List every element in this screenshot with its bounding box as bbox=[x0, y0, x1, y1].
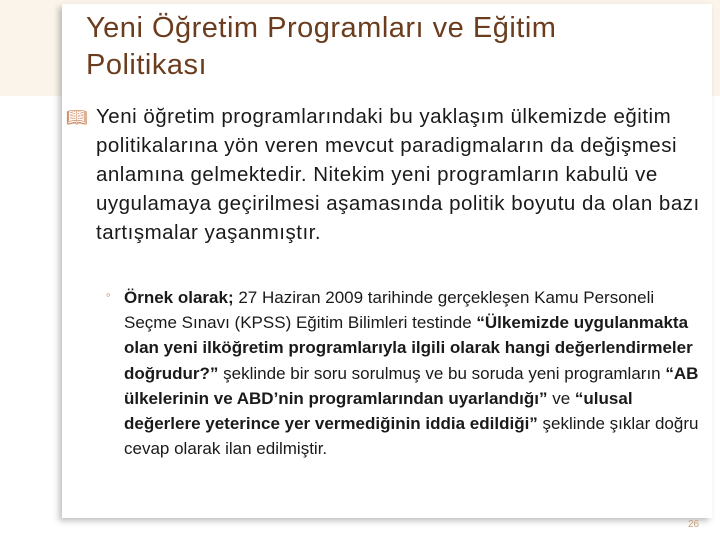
sub-paragraph bbox=[124, 285, 709, 461]
text-part: ve bbox=[547, 388, 575, 408]
page-number: 26 bbox=[688, 519, 700, 530]
main-paragraph: Yeni öğretim programlarındaki bu yaklaşım ülkemizde eğitim politikalarına yön veren mevcut paradigmaların da değişmesi anlamına gelmektedir. Nitekim yeni programların kabulü ve uygulamaya geçirilmesi aşamasında politik boyutu da olan bazı tartışmalar yaşanmıştır. bbox=[96, 105, 700, 244]
example-label: Örnek olarak; bbox=[124, 288, 234, 307]
quoted-option-1: “AB ülkelerinin ve ABD’nin programlarından uyarlandığı” bbox=[124, 363, 699, 408]
text-part: 27 Haziran 2009 tarihinde gerçekleşen Kamu Personeli Seçme Sınavı (KPSS) Eğitim Bilimleri testinde bbox=[124, 288, 655, 333]
text-part: şeklinde şıklar doğru cevap olarak ilan edilmiştir. bbox=[124, 414, 699, 459]
ring-bullet-icon: ◦ bbox=[106, 287, 111, 302]
slide-title: Yeni Öğretim Programları ve Eğitim Politikası bbox=[86, 12, 557, 81]
book-bullet-icon: 📖︎ bbox=[66, 108, 88, 127]
quoted-question: “Ülkemizde uygulanmakta olan yeni ilköğretim programlarıyla ilgili olarak hangi değerlendirmeler doğrudur?” bbox=[124, 313, 693, 383]
text-part: şeklinde bir soru sorulmuş ve bu soruda yeni programların bbox=[218, 363, 666, 383]
quoted-option-2: “ulusal değerlere yeterince yer vermediğinin iddia edildiği” bbox=[124, 388, 633, 434]
